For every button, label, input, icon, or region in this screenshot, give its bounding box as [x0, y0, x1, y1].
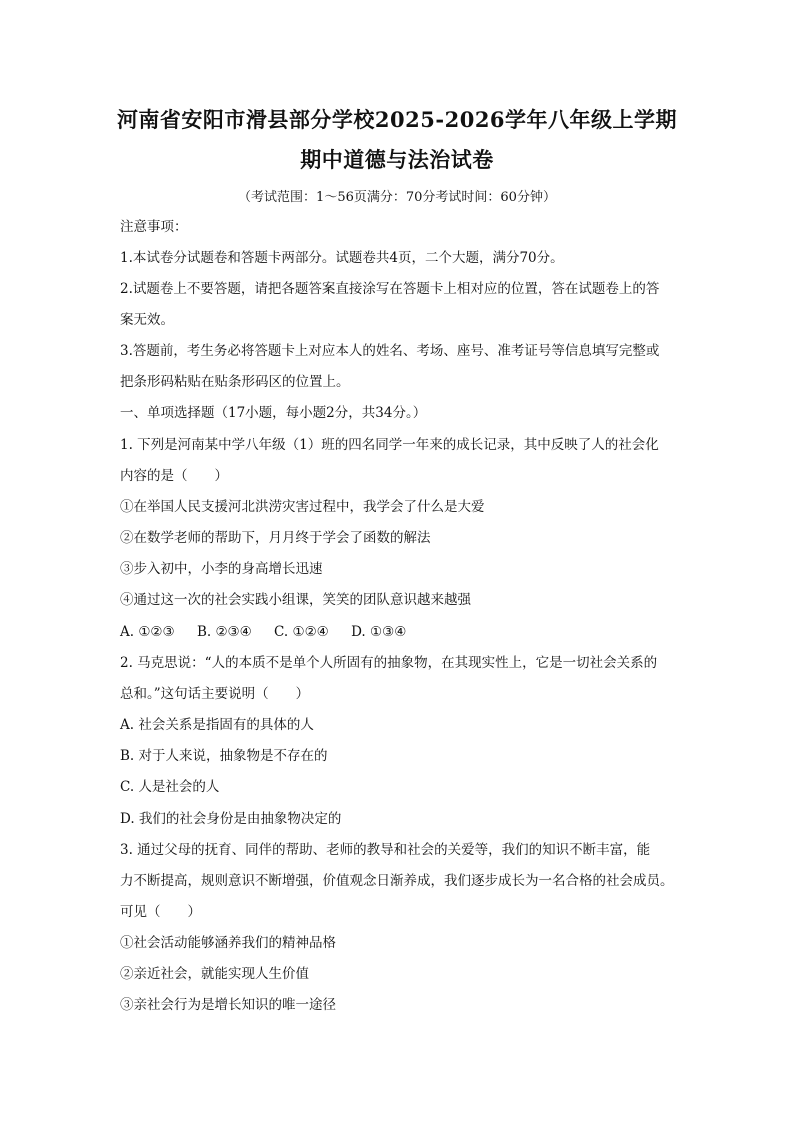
q1-options [120, 623, 424, 641]
q2-option-b: B. 对于人来说，抽象物是不存在的 [120, 748, 328, 764]
q1-statement-2: ②在数学老师的帮助下，月月终于学会了函数的解法 [120, 530, 431, 546]
q2-option-d: D. 我们的社会身份是由抽象物决定的 [120, 811, 342, 827]
q1-statement-4: ④通过这一次的社会实践小组课，笑笑的团队意识越来越强 [120, 592, 471, 608]
q3-stem-cont: 力不断提高，规则意识不断增强，价值观念日渐养成，我们逐步成长为一名合格的社会成员。 [120, 873, 674, 889]
q2-option-c: C. 人是社会的人 [120, 779, 220, 795]
exam-info: （考试范围：1～56页满分：70分考试时间：60分钟） [238, 190, 556, 205]
q2-stem-cont: 总和。”这句话主要说明（ ） [120, 686, 310, 702]
q3-statement-2: ②亲近社会，就能实现人生价值 [120, 966, 309, 982]
notice-item-3-cont: 把条形码粘贴在贴条形码区的位置上。 [120, 374, 350, 390]
q1-option-b: B. ②③④ [196, 624, 252, 640]
q3-statement-3: ③亲社会行为是增长知识的唯一途径 [120, 997, 336, 1013]
section-heading: 一、单项选择题（17小题，每小题2分，共34分。） [120, 405, 427, 421]
q1-option-a: A. ①②③ [120, 624, 175, 640]
q1-option-c: C. ①②④ [274, 624, 329, 640]
exam-title-line1: 河南省安阳市滑县部分学校2025-2026学年八年级上学期 [116, 107, 678, 132]
q1-statement-1: ①在举国人民支援河北洪涝灾害过程中，我学会了什么是大爱 [120, 499, 485, 515]
q1-stem: 1. 下列是河南某中学八年级（1）班的四名同学一年来的成长记录，其中反映了人的社会化 [120, 437, 659, 453]
q1-stem-cont: 内容的是（ ） [120, 468, 228, 484]
notice-item-2: 2.试题卷上不要答题，请把各题答案直接涂写在答题卡上相对应的位置，答在试题卷上的答 [120, 281, 660, 297]
notice-item-1: 1.本试卷分试题卷和答题卡两部分。试题卷共4页，二个大题，满分70分。 [120, 250, 564, 266]
exam-title-line2: 期中道德与法治试卷 [300, 147, 494, 172]
q3-statement-1: ①社会活动能够涵养我们的精神品格 [120, 935, 336, 951]
q1-statement-3: ③步入初中，小李的身高增长迅速 [120, 561, 323, 577]
q3-stem: 3. 通过父母的抚育、同伴的帮助、老师的教导和社会的关爱等，我们的知识不断丰富，能 [120, 842, 651, 858]
q1-option-d: D. ①③④ [351, 624, 407, 640]
notice-item-2-cont: 案无效。 [120, 312, 174, 328]
q2-stem: 2. 马克思说：“人的本质不是单个人所固有的抽象物，在其现实性上，它是一切社会关系的 [120, 655, 658, 671]
notice-item-3: 3.答题前，考生务必将答题卡上对应本人的姓名、考场、座号、准考证号等信息填写完整或 [120, 343, 660, 359]
q3-stem-end: 可见（ ） [120, 904, 201, 920]
notice-heading: 注意事项： [120, 219, 188, 235]
q2-option-a: A. 社会关系是指固有的具体的人 [120, 717, 314, 733]
